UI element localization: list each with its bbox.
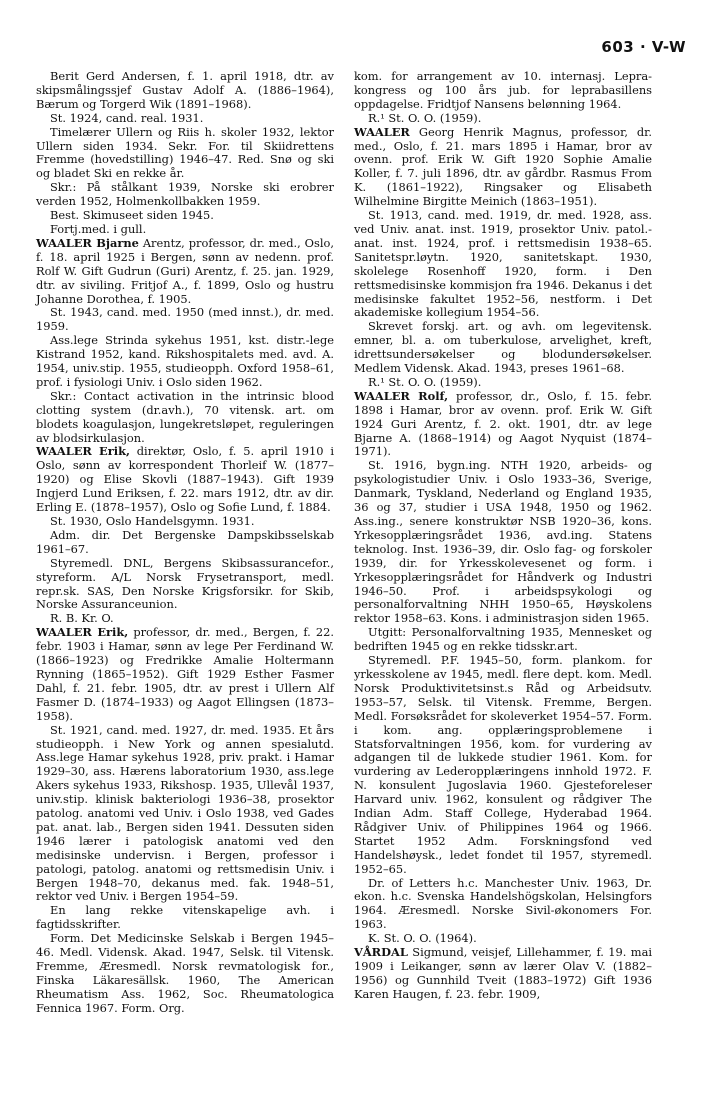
paragraph: Styremedl. P.F. 1945–50, form. plankom. for yrkesskolene av 1945, medl. flere dept. kom. Medl. Norsk Produktivitetsinst.s Råd og Arbeidsutv. 1953–57, Selsk. til Vitensk. Fremme, Bergen. Medl. Forsøksrådet for skoleverket 1954–57. Form. i kom. ang. opplæringsproblemene i Statsforvaltningen 1956, kom. for vurdering av adgangen til de lukkede studier 1961. Kom. for vurdering av Lederopplæringens innhold 1972. F. N. konsulent Jugoslavia 1960. Gjesteforeleser Harvard univ. 1962, konsulent og rådgiver The Indian Adm. Staff College, Hyderabad 1964. Rådgiver Univ. of Philippines 1964 og 1966. Startet 1952 Adm. Forskningsfond ved Handelshøysk., ledet fondet til 1957, styremedl. 1952–65. (354, 653, 652, 876)
paragraph: St. 1930, Oslo Handelsgymn. 1931. (50, 514, 255, 528)
paragraph: Fortj.med. i gull. (50, 221, 147, 236)
paragraph: Ass.lege Strinda sykehus 1951, kst. distr.-lege Kistrand 1952, kand. Rikshospitalets med. avd. A. 1954, univ.stip. 1955, studieopph. Oxford 1958–61, prof. i fysiologi Univ. i Oslo siden 1962. (36, 333, 334, 389)
paragraph: Best. Skimuseet siden 1945. (50, 208, 214, 223)
biography-entry (36, 237, 334, 307)
paragraph: St. 1921, cand. med. 1927, dr. med. 1935. Et års studieopph. i New York og annen spesialutd. Ass.lege Hamar sykehus 1928, priv. prakt. i Hamar 1929–30, ass. Hærens laboratorium 1930, ass.lege Akers sykehus 1933, Rikshosp. 1935, Ullevål 1937, univ.stip. klinisk bakteriologi 1936–38, prosektor patolog. anatomi ved Univ. i Oslo 1938, ved Gades pat. anat. lab., Bergen siden 1941. Dessuten siden 1946 lærer i patologisk anatomi ved den medisinske undervisn. i Bergen, professor i patologi, patolog. anatomi og rettsmedisin Univ. i Bergen 1948–70, dekanus med. fak. 1948–51, rektor ved Univ. i Bergen 1954–59. (36, 722, 334, 904)
biography-entry (354, 390, 652, 460)
left-column (36, 70, 334, 1016)
paragraph: Skr.: På stålkant 1939, Norske ski erobrer verden 1952, Holmenkollbakken 1959. (36, 180, 334, 209)
entry-surname: WAALER Erik, (36, 625, 129, 640)
paragraph: En lang rekke vitenskapelige avh. i fagtidsskrifter. (36, 903, 334, 932)
entry-surname: WAALER Erik, (36, 444, 130, 459)
biography-entry (36, 626, 334, 723)
paragraph: Skr.: Contact activation in the intrinsic blood clotting system (dr.avh.), 70 vitensk. art. om blodets koagulasjon, lungekretsløpet, reguleringen av blodsirkulasjon. (36, 388, 334, 445)
paragraph: R.¹ St. O. O. (1959). (368, 110, 482, 125)
right-column (354, 70, 652, 1002)
entry-text: professor, dr. med., Bergen, f. 22. febr. 1903 i Hamar, sønn av lege Per Ferdinand W. (1866–1923) og Fredrikke Amalie Holtermann Rynning (1865–1952). Gift 1929 Esther Fasmer Dahl, f. 21. febr. 1905, dtr. av prest i Ullern Alf Fasmer D. (1874–1933) og Aagot Ellingsen (1873–1958). (36, 625, 334, 723)
entry-surname: VÅRDAL (354, 945, 408, 960)
paragraph: St. 1916, bygn.ing. NTH 1920, arbeids- og psykologistudier Univ. i Oslo 1933–36, Sverige, Danmark, Tyskland, Nederland og England 1935, 36 og 37, studier i USA 1948, 1950 og 1962. Ass.ing., senere konstruktør NSB 1920–36, kons. Yrkesopplæringsrådet 1936, avd.ing. Statens teknolog. Inst. 1936–39, dir. Oslo fag- og forskoler 1939, dir. for Yrkesskolevesenet og form. i Yrkesopplæringsrådet for Håndverk og Industri 1946–50. Prof. i arbeidspsykologi og personalforvaltning NHH 1950–65, Høyskolens rektor 1958–63. Kons. i administrasjon siden 1965. (354, 458, 652, 626)
entry-text: direktør, Oslo, f. 5. april 1910 i Oslo, sønn av korrespondent Thorleif W. (1877–1920) og Elise Skovli (1887–1943). Gift 1939 Ingjerd Lund Eriksen, f. 22. mars 1912, dtr. av dir. Erling E. (1878–1957), Oslo og Sofie Lund, f. 1884. (36, 444, 334, 515)
paragraph: R.¹ St. O. O. (1959). (368, 374, 482, 389)
entry-surname: WAALER Rolf, (354, 388, 449, 403)
paragraph: Form. Det Medicinske Selskab i Bergen 1945–46. Medl. Vidensk. Akad. 1947, Selsk. til Vitensk. Fremme, Æresmedl. Norsk revmatologisk for., Finska Läkaresällsk. 1960, The American Rheumatism Ass. 1962, Soc. Rheumatologica Fennica 1967. Form. Org. (36, 931, 334, 1015)
entry-text: Arentz, professor, dr. med., Oslo, f. 18. april 1925 i Bergen, sønn av nedenn. prof. Rolf W. Gift Gudrun (Guri) Arentz, f. 25. jan. 1929, dtr. av siviling. Fritjof A., f. 1899, Oslo og hustru Johanne Dorothea, f. 1905. (36, 235, 334, 306)
entry-surname: WAALER Bjarne (36, 235, 139, 250)
biography-entry (36, 445, 334, 515)
paragraph: Skrevet forskj. art. og avh. om legevitensk. emner, bl. a. om tuberkulose, arvelighet, kreft, idrettsundersøkelser og blodundersøkelser. Medlem Vidensk. Akad. 1943, preses 1961–68. (354, 319, 652, 376)
entry-text: Sigmund, veisjef, Lillehammer, f. 19. mai 1909 i Leikanger, sønn av lærer Olav V. (1882–1956) og Gunnhild Tveit (1883–1972) Gift 1936 Karen Haugen, f. 23. febr. 1909, (354, 945, 652, 1001)
entry-text: Georg Henrik Magnus, professor, dr. med., Oslo, f. 21. mars 1895 i Hamar, bror av ovenn. prof. Erik W. Gift 1920 Sophie Amalie Koller, f. 7. juli 1896, dtr. av gårdbr. Rasmus From K. (1861–1922), Ringsaker og Elisabeth Wilhelmine Birgitte Meinich (1863–1951). (354, 124, 652, 209)
paragraph: K. St. O. O. (1964). (368, 931, 477, 946)
paragraph: R. B. Kr. O. (50, 611, 114, 626)
biography-entry (354, 946, 652, 1002)
biography-entry (354, 126, 652, 209)
paragraph: St. 1913, cand. med. 1919, dr. med. 1928, ass. ved Univ. anat. inst. 1919, prosektor Univ. patol.-anat. inst. 1924, prof. i rettsmedisin 1938–65. Sanitetspr.løytn. 1920, sanitetskapt. 1930, skolelege Rosenhoff 1920, form. i Den rettsmedisinske kommisjon fra 1946. Dekanus i det medisinske fakultet 1952–56, nestform. i Det akademiske kollegium 1954–56. (354, 208, 652, 320)
entry-surname: WAALER (354, 124, 410, 139)
paragraph: Utgitt: Personalforvaltning 1935, Mennesket og bedriften 1945 og en rekke tidsskr.art. (354, 625, 652, 654)
paragraph: St. 1924, cand. real. 1931. (50, 110, 204, 125)
paragraph: Dr. of Letters h.c. Manchester Univ. 1963, Dr. ekon. h.c. Svenska Handelshögskolan, Helsingfors 1964. Æresmedl. Norske Sivil-økonomers For. 1963. (354, 875, 652, 932)
paragraph: Berit Gerd Andersen, f. 1. april 1918, dtr. av skipsmålingssjef Gustav Adolf A. (1886–1964), Bærum og Torgerd Wik (1891–1968). (36, 69, 334, 111)
entry-text: professor, dr., Oslo, f. 15. febr. 1898 i Hamar, bror av ovenn. prof. Erik W. Gift 1924 Guri Arentz, f. 2. okt. 1901, dtr. av lege Bjarne A. (1868–1914) og Aagot Nyquist (1874–1971). (354, 388, 652, 459)
continued-paragraph: kom. for arrangement av 10. internasj. Lepra-kongress og 100 års jub. for leprabasillens oppdagelse. Fridtjof Nansens belønning 1964. (354, 69, 652, 111)
paragraph: Timelærer Ullern og Riis h. skoler 1932, lektor Ullern siden 1934. Sekr. For. til Skiidrettens Fremme (hovedstilling) 1946–47. Red. Snø og ski og bladet Ski en rekke år. (36, 124, 334, 181)
page-header: 603 · V-W (601, 38, 686, 56)
paragraph: Adm. dir. Det Bergenske Dampskibsselskab 1961–67. (36, 527, 334, 556)
paragraph: Styremedl. DNL, Bergens Skibsassurancefor., styreform. A/L Norsk Frysetransport, medl. repr.sk. SAS, Den Norske Krigsforsikr. for Skib, Norske Assuranceunion. (36, 555, 334, 612)
paragraph: St. 1943, cand. med. 1950 (med innst.), dr. med. 1959. (36, 305, 334, 334)
